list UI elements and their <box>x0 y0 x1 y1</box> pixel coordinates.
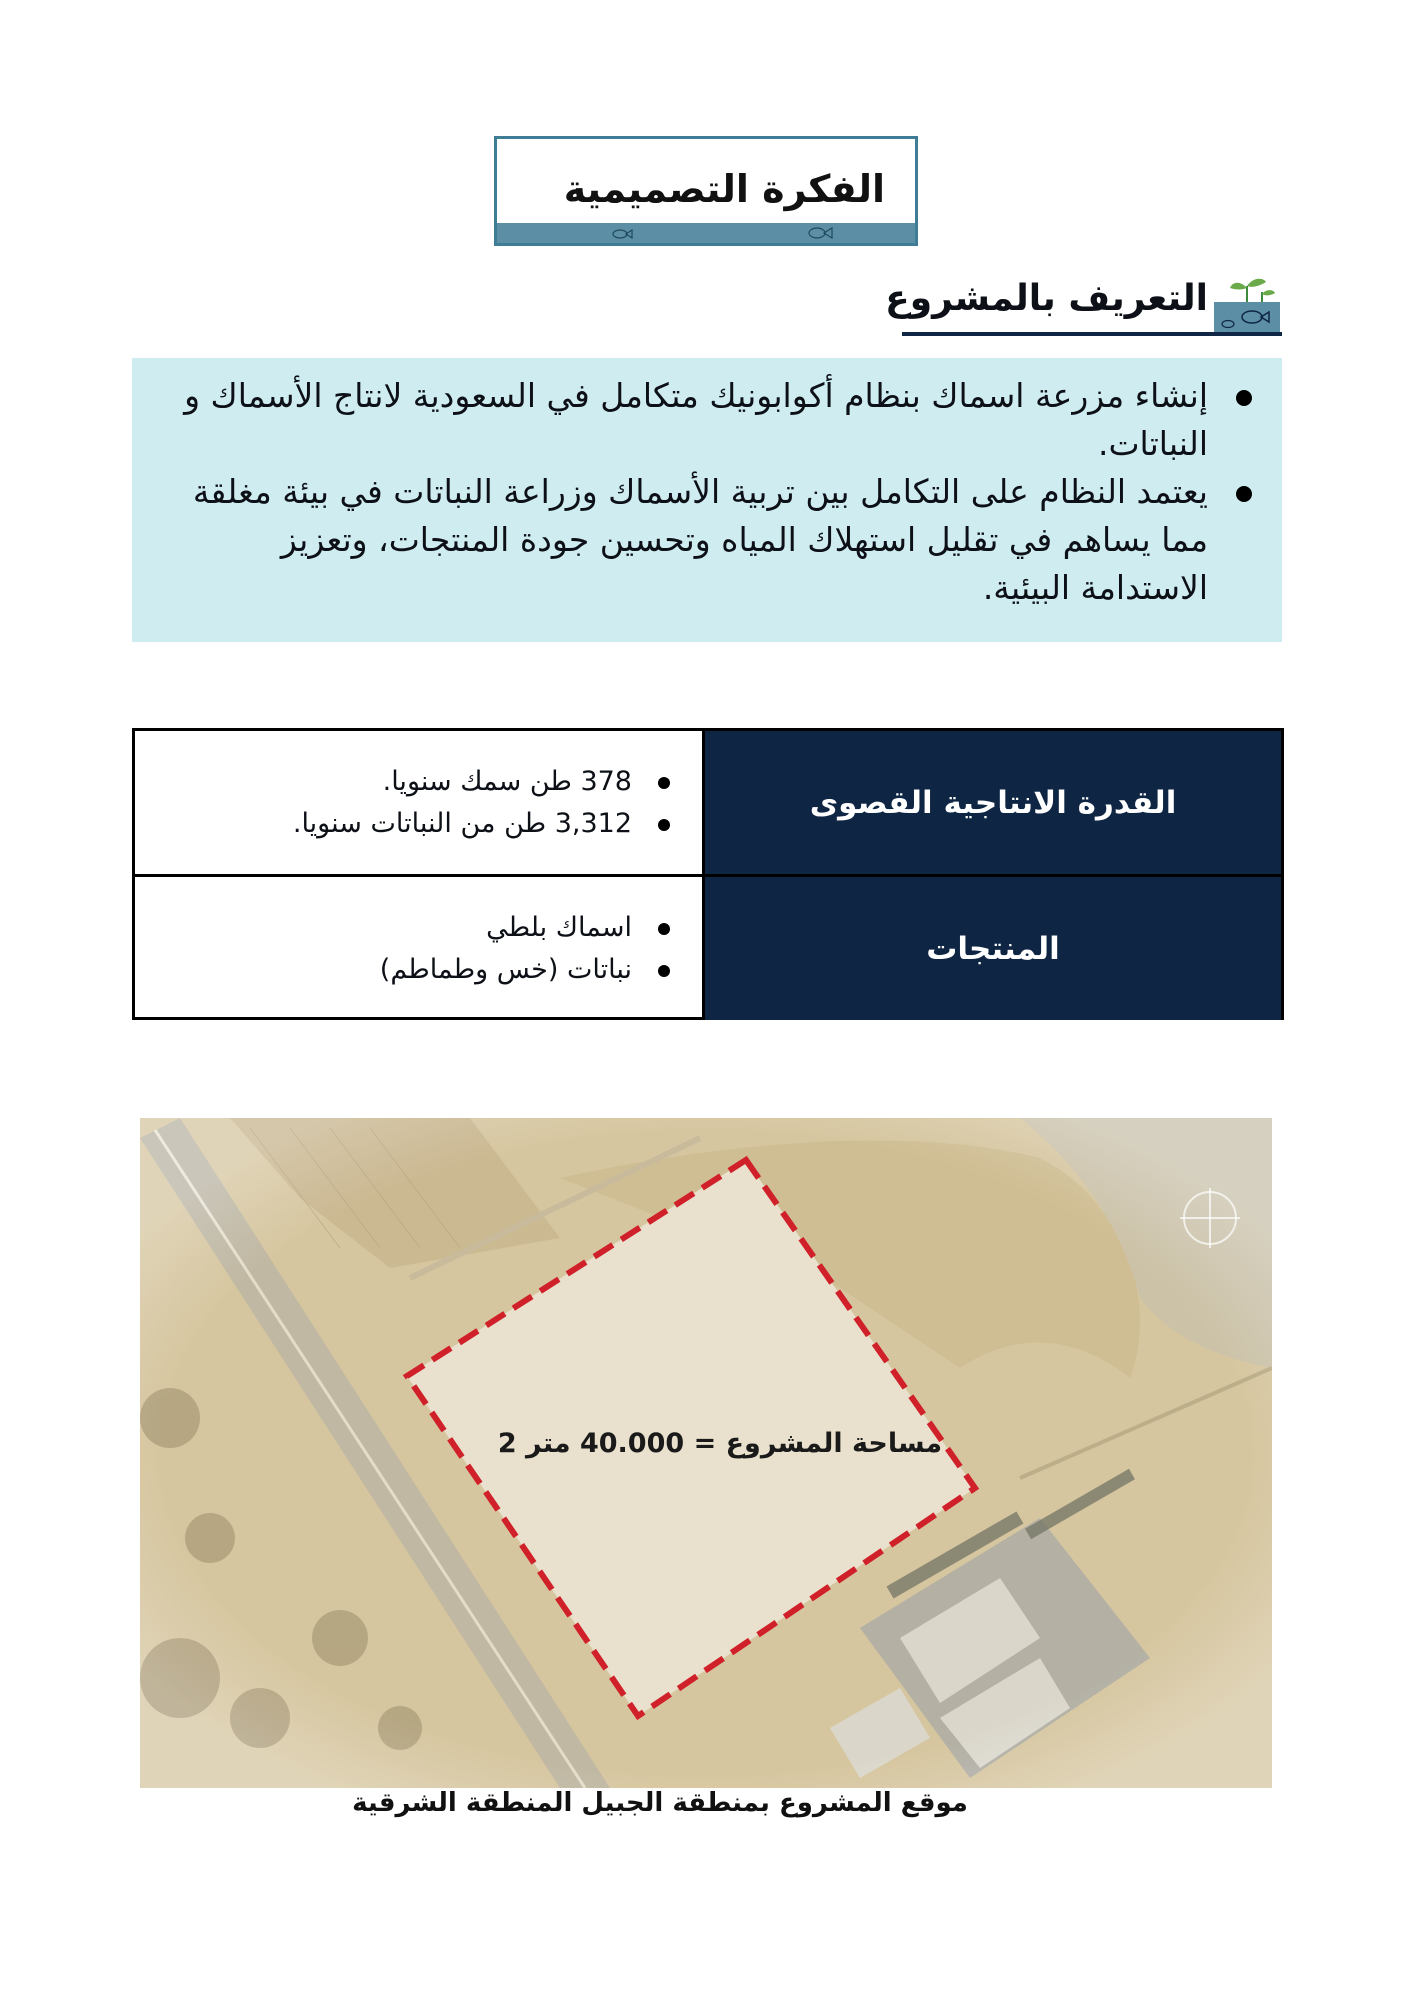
table-label: القدرة الانتاجية القصوى <box>702 731 1281 874</box>
fish-icon <box>807 226 833 240</box>
intro-box <box>132 358 1282 642</box>
page-title: الفكرة التصميمية <box>563 167 885 211</box>
area-label: مساحة المشروع = 40.000 متر 2 <box>497 1428 943 1459</box>
map-caption: موقع المشروع بمنطقة الجبيل المنطقة الشرقية <box>352 1788 968 1818</box>
intro-text: إنشاء مزرعة اسماك بنظام أكوابونيك متكامل في السعودية لانتاج الأسماك و النباتات. <box>184 376 1208 463</box>
fish-icon <box>611 228 633 240</box>
section-heading <box>885 272 1282 336</box>
bullet-icon <box>658 923 670 935</box>
bullet-icon <box>1236 390 1252 406</box>
list-item <box>135 907 632 949</box>
list-item <box>152 372 1208 468</box>
table-row <box>135 731 1281 877</box>
value-text: نباتات (خس وطماطم) <box>379 953 632 985</box>
plant-icon <box>1212 272 1282 334</box>
intro-list <box>152 372 1252 612</box>
value-text: 3,312 طن من النباتات سنويا. <box>292 807 632 839</box>
table-label: المنتجات <box>702 877 1281 1020</box>
bullet-icon <box>658 965 670 977</box>
value-text: 378 طن سمك سنويا. <box>382 765 632 797</box>
section-underline <box>902 332 1282 336</box>
value-text: اسماك بلطي <box>486 911 632 943</box>
list-item <box>135 761 632 803</box>
site-map <box>140 1118 1272 1788</box>
list-item <box>135 949 632 991</box>
page-title-box <box>494 136 918 246</box>
list-item <box>152 468 1208 612</box>
bullet-icon <box>658 777 670 789</box>
bullet-icon <box>658 819 670 831</box>
info-table <box>132 728 1284 1020</box>
section-title: التعريف بالمشروع <box>885 278 1208 319</box>
title-strip <box>497 223 915 243</box>
intro-text: يعتمد النظام على التكامل بين تربية الأسماك وزراعة النباتات في بيئة مغلقة مما يساهم في تقليل استهلاك المياه وتحسين جودة المنتجات، وتعزيز الاستدامة البيئية. <box>192 472 1208 607</box>
list-item <box>135 803 632 845</box>
satellite-image <box>140 1118 1272 1788</box>
table-row <box>135 877 1281 1020</box>
table-value <box>135 877 702 1020</box>
bullet-icon <box>1236 486 1252 502</box>
table-value <box>135 731 702 874</box>
